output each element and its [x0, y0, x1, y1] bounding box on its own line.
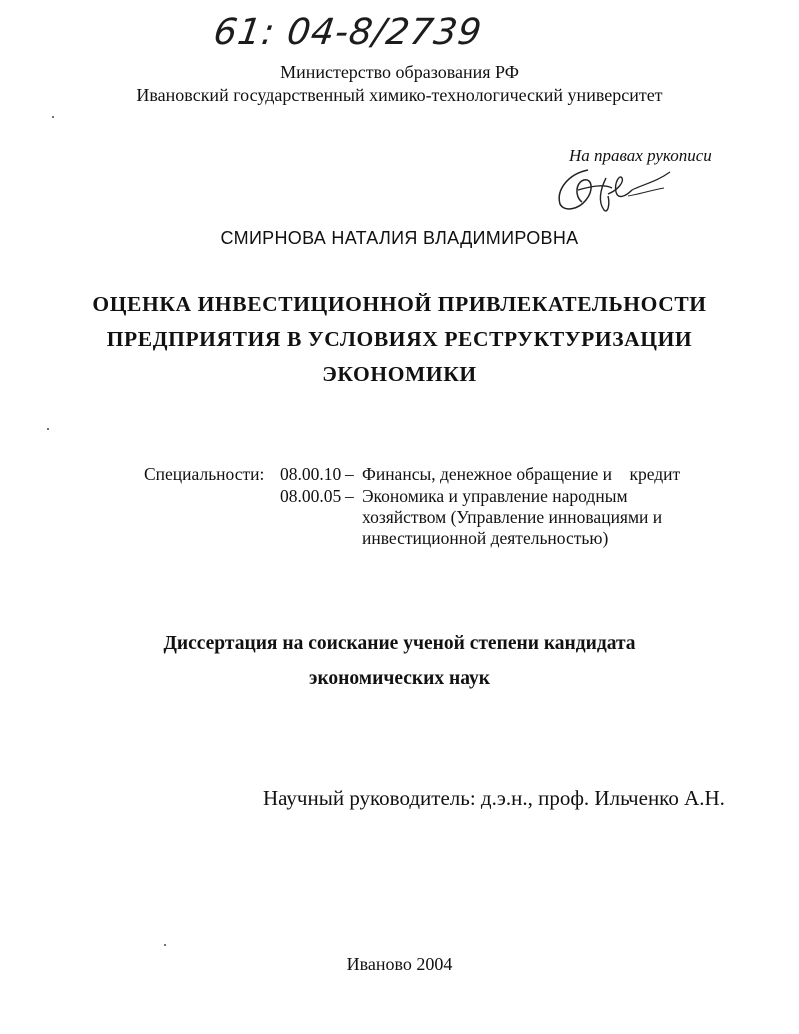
city-year: Иваново 2004	[346, 954, 453, 974]
handwritten-archive-code: 61: 04-8/2739	[211, 12, 485, 53]
scan-speck	[164, 944, 166, 946]
scan-speck	[47, 428, 49, 430]
specialties-label: Специальности:	[144, 464, 265, 484]
dissertation-line-2: экономических наук	[309, 668, 490, 689]
thesis-title-line-3: ЭКОНОМИКИ	[322, 362, 477, 386]
ministry-line: Министерство образования РФ	[280, 62, 519, 82]
specialty-dash-2: –	[345, 486, 354, 506]
dissertation-line-1: Диссертация на соискание ученой степени кандидата	[163, 633, 636, 654]
university-line: Ивановский государственный химико-технологический университет	[136, 85, 663, 105]
signature-icon	[548, 160, 678, 218]
specialty-dash-1: –	[345, 464, 354, 484]
specialty-name-2-line-2: хозяйством (Управление инновациями и	[362, 507, 663, 527]
author-name: СМИРНОВА НАТАЛИЯ ВЛАДИМИРОВНА	[220, 228, 579, 248]
specialty-name-2-line-3: инвестиционной деятельностью)	[362, 528, 609, 548]
scan-speck	[52, 116, 54, 118]
thesis-title-line-1: ОЦЕНКА ИНВЕСТИЦИОННОЙ ПРИВЛЕКАТЕЛЬНОСТИ	[92, 292, 707, 316]
scientific-advisor: Научный руководитель: д.э.н., проф. Ильченко А.Н.	[263, 786, 725, 810]
thesis-title-line-2: ПРЕДПРИЯТИЯ В УСЛОВИЯХ РЕСТРУКТУРИЗАЦИИ	[106, 327, 693, 351]
specialty-code-2: 08.00.05	[280, 486, 342, 506]
manuscript-rights-note: На правах рукописи	[569, 146, 712, 165]
specialty-code-1: 08.00.10	[280, 464, 342, 484]
specialty-name-2-line-1: Экономика и управление народным	[362, 486, 628, 506]
specialty-name-1: Финансы, денежное обращение и кредит	[362, 464, 681, 484]
